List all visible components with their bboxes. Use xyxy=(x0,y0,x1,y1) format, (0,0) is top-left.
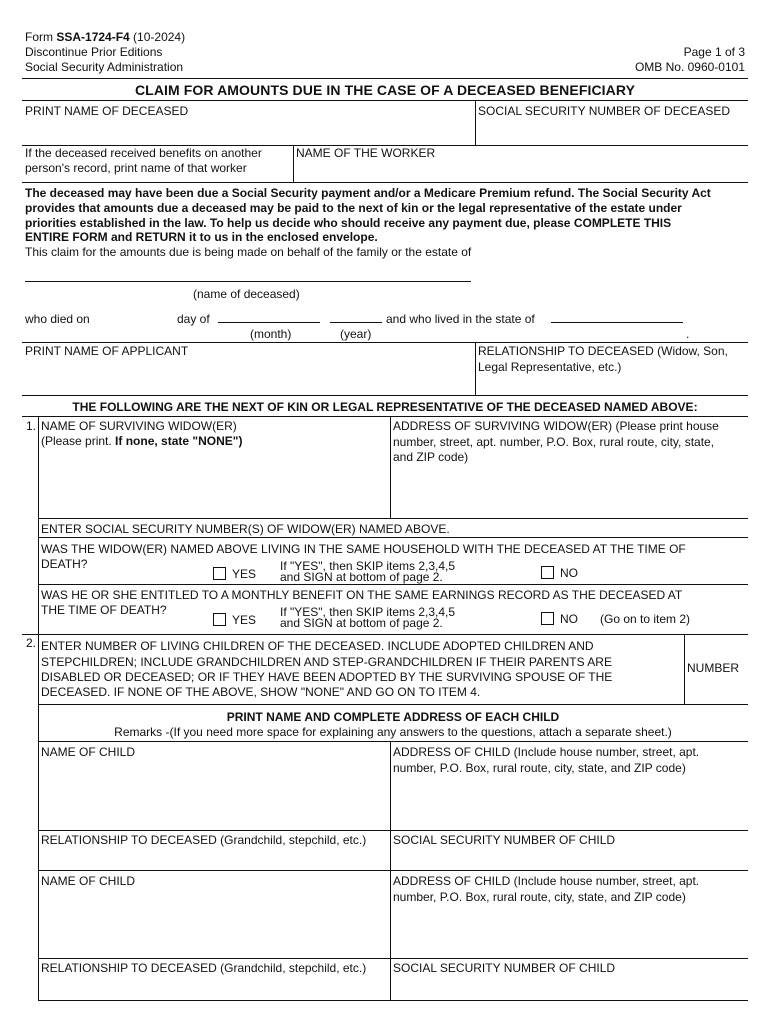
year-line[interactable] xyxy=(330,322,382,323)
form-date: (10-2024) xyxy=(129,30,186,44)
number-divider xyxy=(684,634,685,704)
child-2-address-label-2: number, P.O. Box, rural route, city, state, and ZIP code) xyxy=(393,890,686,904)
household-no-label: NO xyxy=(560,566,578,580)
rule-12 xyxy=(38,830,748,831)
state-line[interactable] xyxy=(551,322,683,323)
relationship-label-1: RELATIONSHIP TO DECEASED (Widow, Son, xyxy=(478,344,728,358)
rule-7 xyxy=(38,537,748,538)
notice-line-1: The deceased may have been due a Social Security payment and/or a Medicare Premium refund. The Social Security Act xyxy=(25,186,711,200)
notice-line-2: provides that amounts due a deceased may be paid to the next of kin or the legal representative of the estate under xyxy=(25,201,682,215)
notice-line-4: ENTIRE FORM and RETURN it to us in the enclosed envelope. xyxy=(25,230,378,244)
deceased-name-line[interactable] xyxy=(25,281,471,282)
benefit-no-checkbox[interactable] xyxy=(541,612,554,625)
household-skip-2: and SIGN at bottom of page 2. xyxy=(280,570,443,584)
other-record-label-2: person's record, print name of that worker xyxy=(25,161,247,175)
name-deceased-field[interactable] xyxy=(25,118,470,142)
child-2-address-label-1: ADDRESS OF CHILD (Include house number, street, apt. xyxy=(393,874,700,888)
child-2-ssn-field[interactable] xyxy=(393,977,746,997)
child-2-relationship-label: RELATIONSHIP TO DECEASED (Grandchild, stepchild, etc.) xyxy=(41,961,367,975)
ssn-deceased-label: SOCIAL SECURITY NUMBER OF DECEASED xyxy=(478,104,731,118)
benefit-question-2: THE TIME OF DEATH? xyxy=(41,603,167,617)
child-2-ssn-label: SOCIAL SECURITY NUMBER OF CHILD xyxy=(393,961,616,975)
other-record-label-1: If the deceased received benefits on another xyxy=(25,146,262,160)
name-deceased-label: PRINT NAME OF DECEASED xyxy=(25,104,189,118)
worker-name-field[interactable] xyxy=(296,161,746,181)
benefit-yes-checkbox[interactable] xyxy=(213,613,226,626)
worker-name-label: NAME OF THE WORKER xyxy=(296,146,436,160)
benefit-skip-2: and SIGN at bottom of page 2. xyxy=(280,616,443,630)
period: . xyxy=(686,327,690,341)
top-divider xyxy=(475,100,476,145)
rule-3 xyxy=(22,342,748,343)
form-title: CLAIM FOR AMOUNTS DUE IN THE CASE OF A DECEASED BENEFICIARY xyxy=(134,82,636,98)
year-caption: (year) xyxy=(340,327,372,341)
child-1-relationship-field[interactable] xyxy=(41,848,386,868)
print-note-b: If none, state "NONE") xyxy=(115,434,243,448)
children-number-field[interactable] xyxy=(687,677,746,701)
form-id xyxy=(25,30,185,44)
widow-name-label: NAME OF SURVIVING WIDOW(ER) xyxy=(41,419,237,433)
child-2-name-field[interactable] xyxy=(41,889,386,955)
child-1-name-field[interactable] xyxy=(41,760,386,826)
child-1-address-label-2: number, P.O. Box, rural route, city, state, and ZIP code) xyxy=(393,761,686,775)
notice-line-3: priorities established in the law. To help us decide who should receive any payment due, please COMPLETE THIS xyxy=(25,216,672,230)
child-2-relationship-field[interactable] xyxy=(41,977,386,997)
rule-13 xyxy=(38,870,748,871)
day-of-label: day of xyxy=(177,312,210,326)
household-yes-checkbox[interactable] xyxy=(213,567,226,580)
go-on-note: (Go on to item 2) xyxy=(600,612,691,626)
item-1-left-border xyxy=(38,416,39,634)
month-line[interactable] xyxy=(218,322,320,323)
rule-10 xyxy=(38,704,748,705)
widow-name-field[interactable] xyxy=(41,452,386,514)
widow-address-field[interactable] xyxy=(393,467,746,515)
child-1-ssn-label: SOCIAL SECURITY NUMBER OF CHILD xyxy=(393,833,616,847)
item-2-number: 2. xyxy=(26,636,37,650)
child-1-address-label-1: ADDRESS OF CHILD (Include house number, street, apt. xyxy=(393,745,700,759)
agency-name: Social Security Administration xyxy=(25,60,184,74)
worker-divider xyxy=(293,145,294,182)
item-1-number: 1. xyxy=(26,419,37,433)
page-number: Page 1 of 3 xyxy=(683,45,745,59)
children-instruction-1: ENTER NUMBER OF LIVING CHILDREN OF THE DECEASED. INCLUDE ADOPTED CHILDREN AND xyxy=(41,639,594,653)
child-1-ssn-field[interactable] xyxy=(393,848,746,868)
household-skip-1: If "YES", then SKIP items 2,3,4,5 xyxy=(280,559,456,573)
lived-label: and who lived in the state of xyxy=(386,312,535,326)
month-caption: (month) xyxy=(250,327,292,341)
header-rule xyxy=(22,78,748,79)
children-instruction-2: STEPCHILDREN; INCLUDE GRANDCHILDREN AND STEP-GRANDCHILDREN IF THEIR PARENTS ARE xyxy=(41,655,612,669)
rule-15 xyxy=(38,1000,748,1001)
rule-6 xyxy=(38,518,748,519)
discontinue-note: Discontinue Prior Editions xyxy=(25,45,163,59)
omb-number: OMB No. 0960-0101 xyxy=(634,60,745,74)
applicant-name-field[interactable] xyxy=(25,360,470,392)
who-died-label: who died on xyxy=(25,312,90,326)
benefit-yes-label: YES xyxy=(232,613,257,627)
applicant-name-label: PRINT NAME OF APPLICANT xyxy=(25,344,189,358)
widow-address-label-1: ADDRESS OF SURVIVING WIDOW(ER) (Please print house xyxy=(393,419,719,433)
print-note-a: (Please print. xyxy=(41,434,116,448)
widow-address-label-3: and ZIP code) xyxy=(393,450,469,464)
household-yes-label: YES xyxy=(232,567,257,581)
household-no-checkbox[interactable] xyxy=(541,566,554,579)
household-question-1: WAS THE WIDOW(ER) NAMED ABOVE LIVING IN THE SAME HOUSEHOLD WITH THE DECEASED AT THE TIME OF xyxy=(41,542,686,556)
rule-14 xyxy=(38,958,748,959)
rule-5 xyxy=(22,416,748,417)
widow-divider xyxy=(390,416,391,518)
remarks-note: Remarks -(If you need more space for explaining any answers to the questions, attach a separate sheet.) xyxy=(114,725,672,739)
form-number: SSA-1724-F4 xyxy=(56,30,130,44)
child-1-address-field[interactable] xyxy=(393,777,746,827)
ssn-deceased-field[interactable] xyxy=(478,118,746,142)
next-of-kin-heading: THE FOLLOWING ARE THE NEXT OF KIN OR LEGAL REPRESENTATIVE OF THE DECEASED NAMED ABOVE: xyxy=(72,400,698,414)
form-prefix: Form xyxy=(25,30,57,44)
child-2-address-field[interactable] xyxy=(393,906,746,956)
claim-intro: This claim for the amounts due is being made on behalf of the family or the estate of xyxy=(25,245,472,259)
child-1-relationship-label: RELATIONSHIP TO DECEASED (Grandchild, stepchild, etc.) xyxy=(41,833,367,847)
title-rule xyxy=(22,100,748,101)
relationship-label-2: Legal Representative, etc.) xyxy=(478,360,622,374)
benefit-question-1: WAS HE OR SHE ENTITLED TO A MONTHLY BENEFIT ON THE SAME EARNINGS RECORD AS THE DECEASED AT xyxy=(41,588,683,602)
children-heading: PRINT NAME AND COMPLETE ADDRESS OF EACH CHILD xyxy=(226,710,560,724)
rule-8 xyxy=(38,584,748,585)
rule-2 xyxy=(22,182,748,183)
widow-print-note xyxy=(41,434,242,448)
applicant-divider xyxy=(475,342,476,395)
rule-9 xyxy=(22,634,748,635)
number-label: NUMBER xyxy=(687,661,740,675)
child-2-name-label: NAME OF CHILD xyxy=(41,874,136,888)
children-instruction-4: DECEASED. IF NONE OF THE ABOVE, SHOW "NONE" AND GO ON TO ITEM 4. xyxy=(41,685,481,699)
name-caption: (name of deceased) xyxy=(193,287,300,301)
widow-address-label-2: number, street, apt. number, P.O. Box, rural route, city, state, xyxy=(393,435,715,449)
child-1-name-label: NAME OF CHILD xyxy=(41,745,136,759)
benefit-skip-1: If "YES", then SKIP items 2,3,4,5 xyxy=(280,605,456,619)
relationship-field[interactable] xyxy=(478,376,746,392)
rule-4 xyxy=(22,395,748,396)
widow-ssn-label: ENTER SOCIAL SECURITY NUMBER(S) OF WIDOW(ER) NAMED ABOVE. xyxy=(41,522,450,536)
rule-11 xyxy=(38,741,748,742)
item-2-left-border xyxy=(38,634,39,1000)
household-question-2: DEATH? xyxy=(41,557,88,571)
children-instruction-3: DISABLED OR DECEASED; OR IF THEY HAVE BEEN ADOPTED BY THE SURVIVING SPOUSE OF THE xyxy=(41,670,613,684)
benefit-no-label: NO xyxy=(560,612,578,626)
